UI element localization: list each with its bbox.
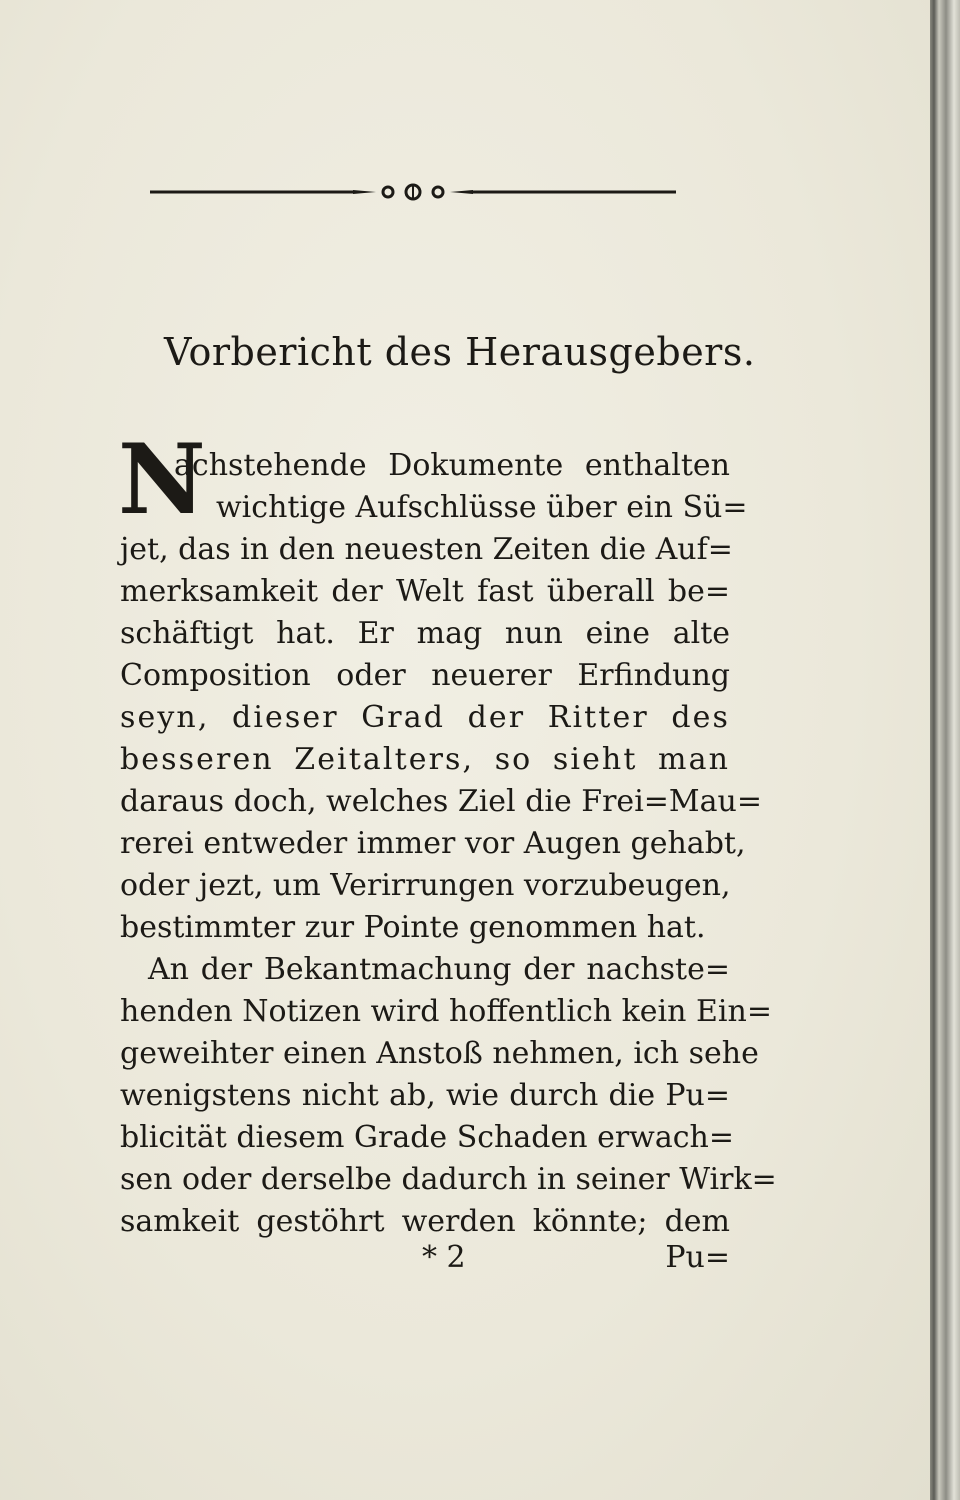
text-line: samkeit gestöhrt werden könnte; dem xyxy=(120,1204,730,1239)
text-line: rerei entweder immer vor Augen gehabt, xyxy=(120,826,746,861)
text-line: bestimmter zur Pointe genommen hat. xyxy=(120,910,706,945)
catchword: Pu= xyxy=(665,1240,730,1275)
text-line: Composition oder neuerer Erfindung xyxy=(120,658,730,693)
text-line: schäftigt hat. Er mag nun eine alte xyxy=(120,616,730,651)
ornamental-rule xyxy=(148,180,678,204)
body-text xyxy=(120,445,777,1243)
text-line: seyn, dieser Grad der Ritter des xyxy=(120,700,730,735)
text-line: merksamkeit der Welt fast überall be= xyxy=(120,574,730,609)
signature-mark: * 2 xyxy=(422,1240,466,1275)
text-line: sen oder derselbe dadurch in seiner Wirk= xyxy=(120,1162,777,1197)
text-line: daraus doch, welches Ziel die Frei=Mau= xyxy=(120,784,762,819)
text-line: wenigstens nicht ab, wie durch die Pu= xyxy=(120,1078,730,1113)
text-line: besseren Zeitalters, so sieht man xyxy=(120,742,730,777)
text-line: geweihter einen Anstoß nehmen, ich sehe xyxy=(120,1036,759,1071)
page-footer xyxy=(120,1237,730,1279)
text-line: An der Bekantmachung der nachste= xyxy=(148,952,730,987)
text-line: achstehende Dokumente enthalten xyxy=(174,448,730,483)
text-line: jet, das in den neuesten Zeiten die Auf= xyxy=(120,532,733,567)
drop-cap: N xyxy=(118,423,206,536)
text-line: oder jezt, um Verirrungen vorzubeugen, xyxy=(120,868,731,903)
book-edge xyxy=(930,0,960,1500)
text-line: henden Notizen wird hoffentlich kein Ein= xyxy=(120,994,772,1029)
text-line: wichtige Aufschlüsse über ein Sü= xyxy=(216,490,748,525)
page-heading: Vorbericht des Herausgebers. xyxy=(164,330,756,374)
text-line: blicität diesem Grade Schaden erwach= xyxy=(120,1120,734,1155)
